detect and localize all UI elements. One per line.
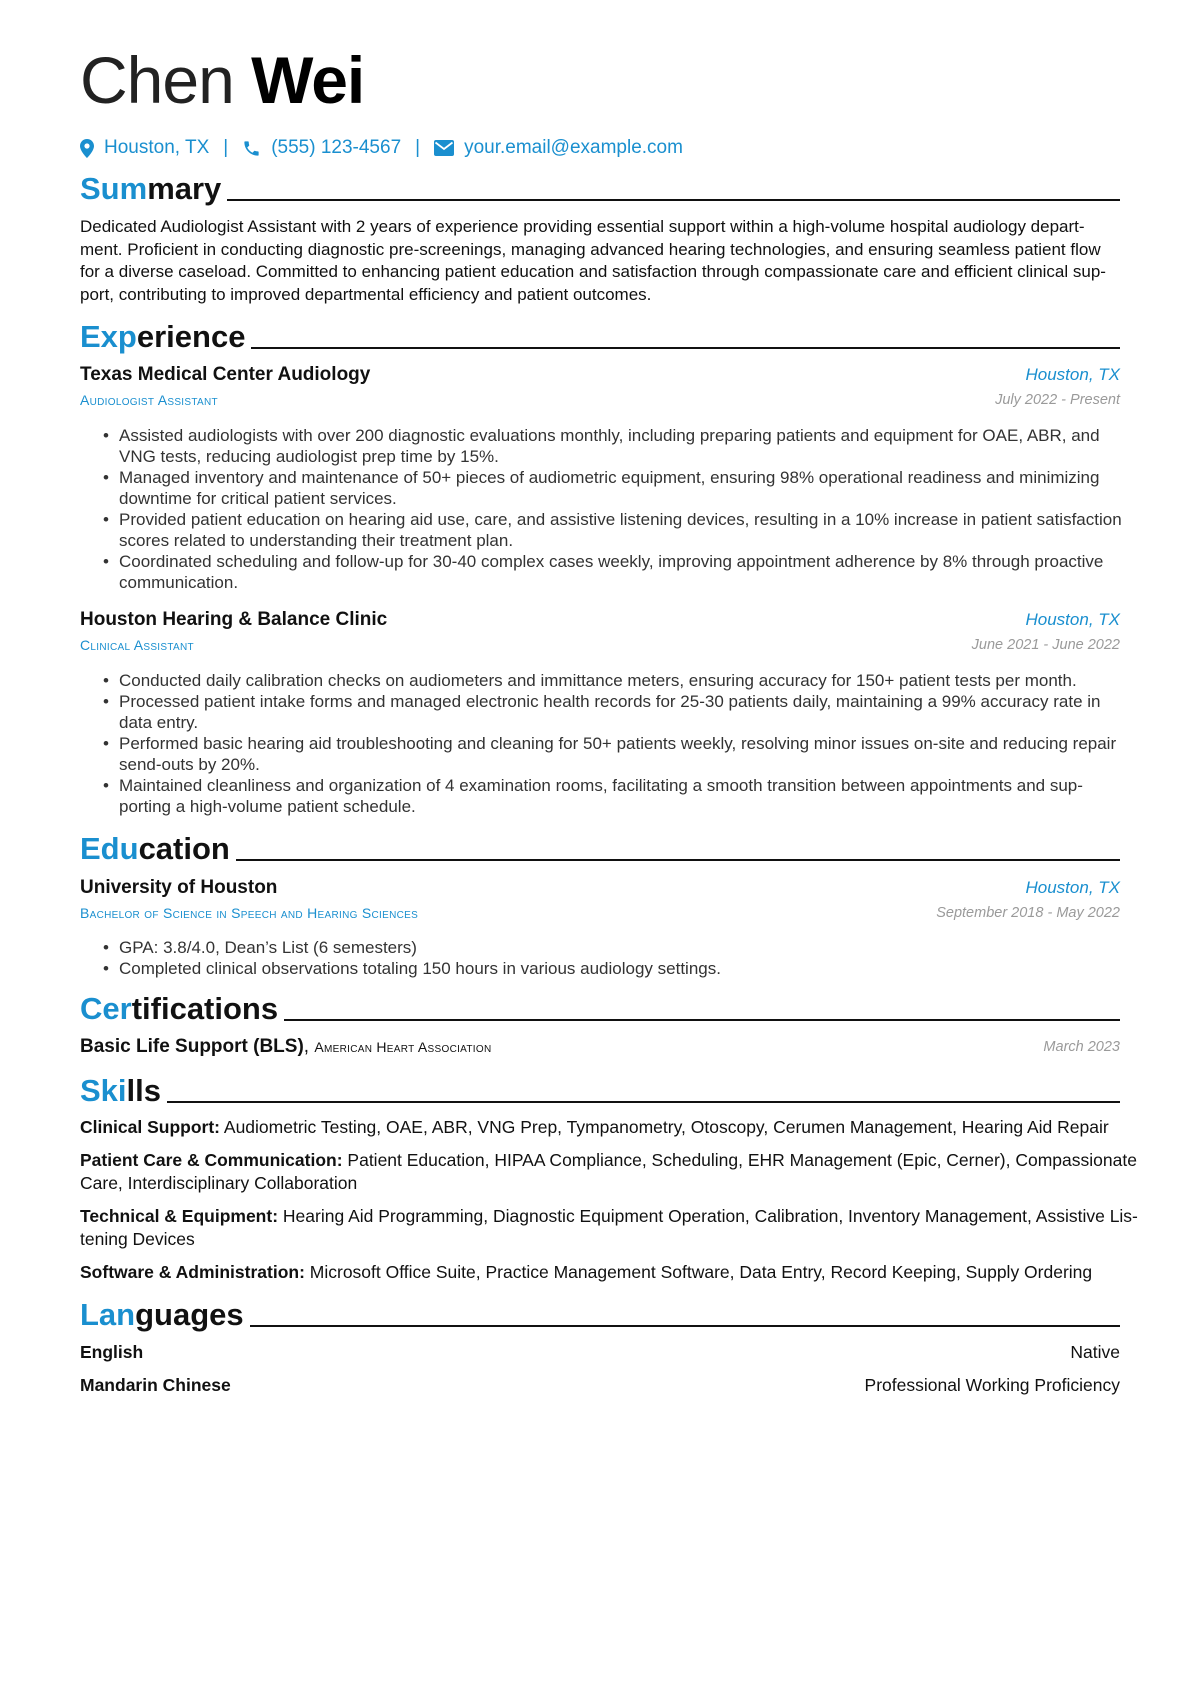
envelope-icon (434, 140, 454, 156)
section-rule (236, 859, 1120, 861)
school-location: Houston, TX (1025, 878, 1120, 897)
contact-phone[interactable] (242, 137, 401, 159)
job-role: Clinical Assistant (80, 637, 194, 653)
skill-values: Patient Education, HIPAA Compliance, Scheduling, EHR Management (Epic, Cerner), Compassionate (342, 1150, 1137, 1170)
bullet-item: • Managed inventory and maintenance of 50+ pieces of audiometric equipment, ensuring 98% operational readiness and minimizing downtime for critical patient services. (103, 467, 1120, 509)
heading-rest: lls (126, 1073, 161, 1108)
skill-values: Audiometric Testing, OAE, ABR, VNG Prep, Tympanometry, Otoscopy, Cerumen Management, Hearing Aid Repair (220, 1117, 1109, 1137)
skills-heading (80, 1070, 1120, 1110)
resume-name (80, 40, 364, 120)
section-rule (250, 1325, 1120, 1327)
certification-date: March 2023 (1043, 1039, 1120, 1055)
skill-values: Microsoft Office Suite, Practice Management Software, Data Entry, Record Keeping, Supply Ordering (304, 1262, 1093, 1282)
heading-accent: Edu (80, 831, 139, 866)
bullet-item: • Performed basic hearing aid troubleshooting and cleaning for 50+ patients weekly, resolving minor issues on-site and reducing repair send-outs by 20%. (103, 733, 1120, 775)
certifications-heading (80, 988, 1120, 1028)
bullet-item: • Provided patient education on hearing aid use, care, and assistive listening devices, resulting in a 10% increase in patient satisfaction scores related to understanding their treatment plan. (103, 509, 1120, 551)
email-text: your.email@example.com (464, 137, 683, 158)
summary-line: ment. Proficient in conducting diagnostic pre-screenings, managing advanced hearing technologies, and ensuring seamless patient flow (80, 239, 1101, 259)
first-name: Chen (80, 43, 234, 117)
bullet-item: • GPA: 3.8/4.0, Dean’s List (6 semesters) (103, 937, 1120, 958)
last-name: Wei (251, 43, 365, 117)
job-location: Houston, TX (1025, 610, 1120, 629)
language-level: Native (1070, 1342, 1120, 1362)
bullet-item: • Conducted daily calibration checks on audiometers and immittance meters, ensuring accuracy for 150+ patient tests per month. (103, 670, 1120, 691)
summary-line: Dedicated Audiologist Assistant with 2 years of experience providing essential support within a high-volume hospital audiology depart- (80, 217, 1085, 236)
skill-values: Care, Interdisciplinary Collaboration (80, 1172, 358, 1193)
skill-label: Technical & Equipment: (80, 1206, 279, 1226)
school-name: University of Houston (80, 877, 278, 898)
heading-rest: cation (138, 831, 230, 866)
contact-separator: | (223, 137, 229, 158)
phone-icon (242, 139, 261, 158)
location-text: Houston, TX (104, 137, 210, 158)
skill-label: Software & Administration: (80, 1262, 305, 1282)
skill-row (80, 1261, 1120, 1284)
heading-accent: Cer (80, 991, 132, 1026)
job-dates: July 2022 - Present (995, 392, 1120, 408)
degree: Bachelor of Science in Speech and Hearing Sciences (80, 905, 419, 921)
job-bullets (103, 670, 1120, 817)
language-row (80, 1373, 1120, 1397)
section-rule (251, 347, 1120, 349)
education-heading (80, 828, 1120, 868)
certification-name: Basic Life Support (BLS) (80, 1036, 304, 1057)
summary-heading (80, 168, 1120, 208)
bullet-item: • Processed patient intake forms and managed electronic health records for 25-30 patients daily, maintaining a 99% accuracy rate in data entry. (103, 691, 1120, 733)
skill-values: Hearing Aid Programming, Diagnostic Equipment Operation, Calibration, Inventory Management, Assistive Lis- (278, 1206, 1138, 1226)
heading-rest: erience (136, 319, 246, 354)
heading-accent: Sum (80, 171, 148, 206)
certification-org: American Heart Association (314, 1039, 492, 1055)
summary-text (80, 216, 1120, 306)
section-rule (167, 1101, 1120, 1103)
phone-text: (555) 123-4567 (271, 137, 402, 158)
language-row (80, 1340, 1120, 1364)
section-rule (284, 1019, 1120, 1021)
summary-line: for a diverse caseload. Committed to enhancing patient education and satisfaction through compassionate care and efficient clinical sup- (80, 262, 1106, 281)
education-dates: September 2018 - May 2022 (936, 905, 1120, 921)
heading-accent: Ski (80, 1073, 127, 1108)
contact-email[interactable] (434, 137, 683, 159)
skill-label: Patient Care & Communication: (80, 1150, 343, 1170)
education-bullets (103, 937, 1120, 979)
heading-rest: tifications (131, 991, 279, 1026)
bullet-item: • Maintained cleanliness and organization of 4 examination rooms, facilitating a smooth transition between appointments and sup- porting a high-volume patient schedule. (103, 775, 1120, 817)
job-dates: June 2021 - June 2022 (971, 637, 1120, 653)
languages-heading (80, 1294, 1120, 1334)
heading-rest: mary (147, 171, 222, 206)
certification-line: Basic Life Support (BLS), American Heart Association (80, 1036, 492, 1057)
company-name: Houston Hearing & Balance Clinic (80, 609, 388, 630)
bullet-item: • Coordinated scheduling and follow-up for 30-40 complex cases weekly, improving appointment adherence by 8% through proactive communication. (103, 551, 1120, 593)
skill-row (80, 1116, 1120, 1139)
skill-values: tening Devices (80, 1228, 195, 1249)
company-name: Texas Medical Center Audiology (80, 364, 371, 385)
heading-accent: Lan (80, 1297, 136, 1332)
contact-bar (80, 133, 683, 163)
heading-rest: guages (135, 1297, 244, 1332)
job-role: Audiologist Assistant (80, 392, 218, 408)
language-name: Mandarin Chinese (80, 1375, 231, 1395)
language-level: Professional Working Proficiency (864, 1375, 1120, 1395)
skill-row (80, 1149, 1137, 1194)
contact-location (80, 137, 209, 159)
map-marker-icon (80, 139, 94, 158)
heading-accent: Exp (80, 319, 137, 354)
summary-line: port, contributing to improved departmental efficiency and patient outcomes. (80, 284, 652, 304)
experience-heading (80, 316, 1120, 356)
section-rule (227, 199, 1120, 201)
skill-label: Clinical Support: (80, 1117, 220, 1137)
language-name: English (80, 1342, 144, 1362)
job-bullets (103, 425, 1120, 593)
skill-row (80, 1205, 1138, 1250)
bullet-item: • Completed clinical observations totaling 150 hours in various audiology settings. (103, 958, 1120, 979)
contact-separator: | (415, 137, 421, 158)
job-location: Houston, TX (1025, 365, 1120, 384)
bullet-item: • Assisted audiologists with over 200 diagnostic evaluations monthly, including preparing patients and equipment for OAE, ABR, and VNG tests, reducing audiologist prep time by 15%. (103, 425, 1120, 467)
